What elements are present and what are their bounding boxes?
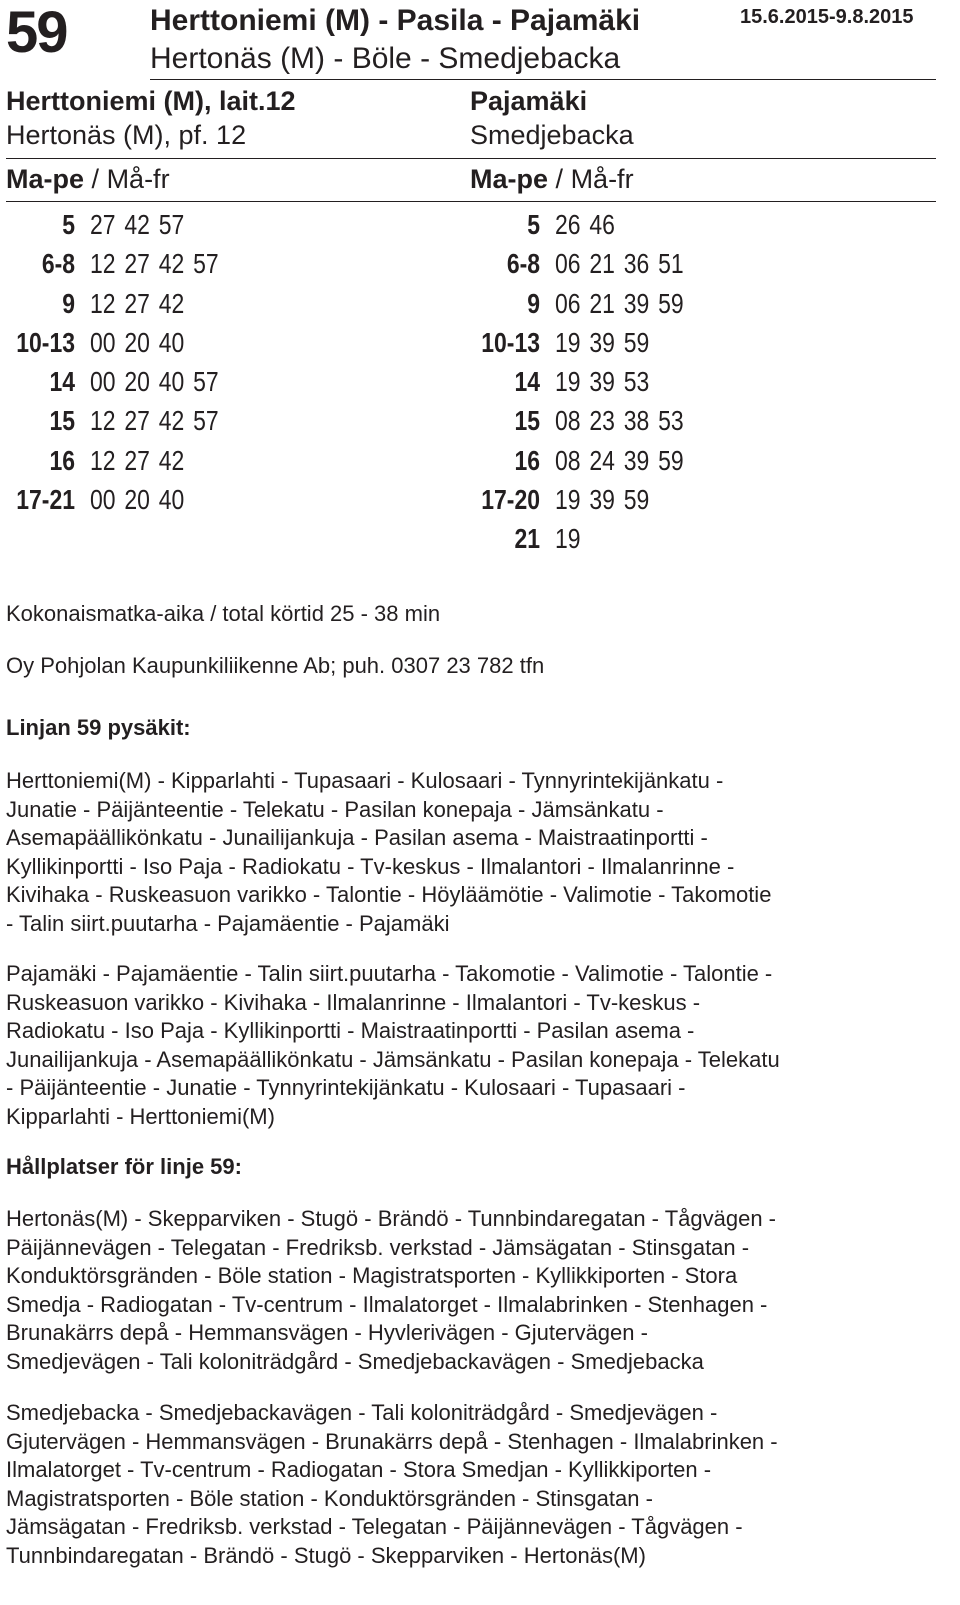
direction-1-daytype (6, 162, 476, 196)
departure-hour: 6-8 (506, 248, 540, 280)
departure-hour: 16 (49, 444, 75, 476)
route-title-swedish: Hertonäs (M) - Böle - Smedjebacka (150, 42, 621, 75)
timetable-row (465, 519, 935, 558)
stops-line: Päijännevägen - Telegatan - Fredriksb. verkstad - Jämsägatan - Stinsgatan - (6, 1234, 750, 1260)
departure-minutes: 27 42 57 (90, 209, 185, 240)
departure-minutes: 00 20 40 57 (90, 366, 219, 398)
timetable-row (0, 244, 460, 283)
stops-line: Hertonäs(M) - Skepparviken - Stugö - Brändö - Tunnbindaregatan - Tågvägen - (6, 1206, 776, 1231)
timetable-row (0, 441, 460, 480)
timetable-row (465, 401, 935, 440)
daytype-separator: / (91, 164, 100, 194)
departure-minutes: 19 (555, 523, 581, 555)
direction-2-daytype (470, 162, 940, 196)
stops-line: Ilmalatorget - Tv-centrum - Radiogatan - Stora Smedjan - Kyllikkiporten - (6, 1457, 712, 1483)
direction-2-stop-swedish: Smedjebacka (470, 120, 634, 150)
direction-1-stop-swedish: Hertonäs (M), pf. 12 (6, 120, 247, 150)
route-title-finnish: Herttoniemi (M) - Pasila - Pajamäki (150, 4, 641, 37)
stops-line: Herttoniemi(M) - Kipparlahti - Tupasaari - Kulosaari - Tynnyrintekijänkatu - (6, 768, 724, 793)
stops-heading-finnish: Linjan 59 pysäkit: (6, 715, 191, 740)
stops-line: Konduktörsgränden - Böle station - Magistratsporten - Kyllikkiporten - Stora (6, 1263, 738, 1289)
direction-2-stop-finnish: Pajamäki (470, 86, 588, 116)
header-divider (150, 79, 936, 80)
timetable-row (0, 362, 460, 401)
stops-line: Brunakärrs depå - Hemmansvägen - Hyvlerivägen - Gjutervägen - (6, 1320, 648, 1346)
timetable-row (0, 401, 460, 440)
direction-1-header (6, 84, 476, 152)
stops-heading-swedish: Hållplatser för linje 59: (6, 1154, 242, 1179)
stops-line: Kipparlahti - Herttoniemi(M) (6, 1103, 275, 1129)
timetable-row (465, 362, 935, 401)
direction-2-timetable (465, 205, 935, 559)
daytype-swedish: Må-fr (106, 164, 170, 194)
timetable-row (0, 284, 460, 323)
stops-line: Tunnbindaregatan - Brändö - Stugö - Skepparviken - Hertonäs(M) (6, 1542, 646, 1568)
timetable-row (465, 480, 935, 519)
route-number: 59 (6, 0, 67, 65)
departure-minutes: 19 39 59 (555, 326, 650, 358)
stops-line: - Talin siirt.puutarha - Pajamäentie - Pajamäki (6, 910, 450, 936)
departure-hour: 9 (527, 287, 540, 319)
departure-hour: 5 (527, 209, 540, 240)
daytype-swedish: Må-fr (570, 164, 634, 194)
departure-hour: 21 (514, 523, 540, 555)
stops-line: Kivihaka - Ruskeasuon varikko - Talontie - Höyläämötie - Valimotie - Takomotie (6, 882, 772, 908)
stops-line: Pajamäki - Pajamäentie - Talin siirt.puutarha - Takomotie - Valimotie - Talontie - (6, 961, 773, 986)
stops-list-finnish-outbound (6, 767, 946, 939)
stops-line: Jämsägatan - Fredriksb. verkstad - Telegatan - Päijännevägen - Tågvägen - (6, 1514, 743, 1540)
timetable-row (0, 480, 460, 519)
stops-line: Junatie - Päijänteentie - Telekatu - Pasilan konepaja - Jämsänkatu - (6, 796, 664, 822)
stops-divider (6, 158, 936, 159)
daytype-finnish: Ma-pe (470, 164, 549, 194)
stops-line: Smedjevägen - Tali koloniträdgård - Smedjebackavägen - Smedjebacka (6, 1348, 704, 1374)
operator-info: Oy Pohjolan Kaupunkiliikenne Ab; puh. 0307 23 782 tfn (6, 653, 545, 678)
departure-hour: 10-13 (16, 326, 75, 358)
departure-minutes: 12 27 42 (90, 444, 185, 476)
stops-line: Magistratsporten - Böle station - Konduktörsgränden - Stinsgatan - (6, 1485, 653, 1511)
daytype-separator: / (555, 164, 564, 194)
departure-hour: 15 (514, 405, 540, 437)
departure-minutes: 19 39 59 (555, 484, 650, 516)
departure-minutes: 00 20 40 (90, 326, 185, 358)
departure-minutes: 26 46 (555, 209, 615, 240)
departure-hour: 10-13 (481, 326, 540, 358)
daytype-divider (6, 201, 936, 202)
departure-hour: 15 (49, 405, 75, 437)
travel-time: Kokonaismatka-aika / total körtid 25 - 38 min (6, 601, 441, 626)
stops-line: Junailijankuja - Asemapäällikönkatu - Jämsänkatu - Pasilan konepaja - Telekatu (6, 1046, 780, 1072)
stops-line: Gjutervägen - Hemmansvägen - Brunakärrs depå - Stenhagen - Ilmalabrinken - (6, 1428, 778, 1454)
stops-list-swedish-inbound (6, 1399, 946, 1571)
timetable-row (465, 284, 935, 323)
departure-hour: 6-8 (41, 248, 75, 280)
departure-minutes: 12 27 42 (90, 287, 185, 319)
stops-line: Kyllikinportti - Iso Paja - Radiokatu - Tv-keskus - Ilmalantori - Ilmalanrinne - (6, 853, 735, 879)
stops-line: Asemapäällikönkatu - Junailijankuja - Pasilan asema - Maistraatinportti - (6, 825, 708, 851)
departure-minutes: 00 20 40 (90, 484, 185, 516)
departure-hour: 16 (514, 444, 540, 476)
direction-2-header (470, 84, 940, 152)
validity-period: 15.6.2015-9.8.2015 (740, 6, 914, 28)
daytype-finnish: Ma-pe (6, 164, 85, 194)
departure-hour: 14 (514, 366, 540, 398)
stops-line: Ruskeasuon varikko - Kivihaka - Ilmalanrinne - Ilmalantori - Tv-keskus - (6, 989, 701, 1015)
stops-line: - Päijänteentie - Junatie - Tynnyrintekijänkatu - Kulosaari - Tupasaari - (6, 1075, 686, 1101)
departure-minutes: 06 21 39 59 (555, 287, 684, 319)
departure-hour: 17-20 (481, 484, 540, 516)
departure-hour: 5 (62, 209, 75, 240)
departure-hour: 14 (49, 366, 75, 398)
stops-line: Smedja - Radiogatan - Tv-centrum - Ilmalatorget - Ilmalabrinken - Stenhagen - (6, 1291, 768, 1317)
timetable-row (0, 205, 460, 244)
stops-line: Radiokatu - Iso Paja - Kyllikinportti - Maistraatinportti - Pasilan asema - (6, 1018, 695, 1044)
departure-hour: 17-21 (16, 484, 75, 516)
departure-hour: 9 (62, 287, 75, 319)
stops-line: Smedjebacka - Smedjebackavägen - Tali koloniträdgård - Smedjevägen - (6, 1400, 718, 1425)
timetable-row (465, 244, 935, 283)
departure-minutes: 19 39 53 (555, 366, 650, 398)
timetable-row (0, 323, 460, 362)
departure-minutes: 12 27 42 57 (90, 405, 219, 437)
direction-1-stop-finnish: Herttoniemi (M), lait.12 (6, 86, 296, 116)
direction-1-timetable (0, 205, 460, 519)
timetable-row (465, 441, 935, 480)
departure-minutes: 08 23 38 53 (555, 405, 684, 437)
timetable-row (465, 205, 935, 244)
departure-minutes: 08 24 39 59 (555, 444, 684, 476)
timetable-row (465, 323, 935, 362)
departure-minutes: 06 21 36 51 (555, 248, 684, 280)
departure-minutes: 12 27 42 57 (90, 248, 219, 280)
stops-list-finnish-inbound (6, 960, 946, 1132)
stops-list-swedish-outbound (6, 1205, 946, 1377)
